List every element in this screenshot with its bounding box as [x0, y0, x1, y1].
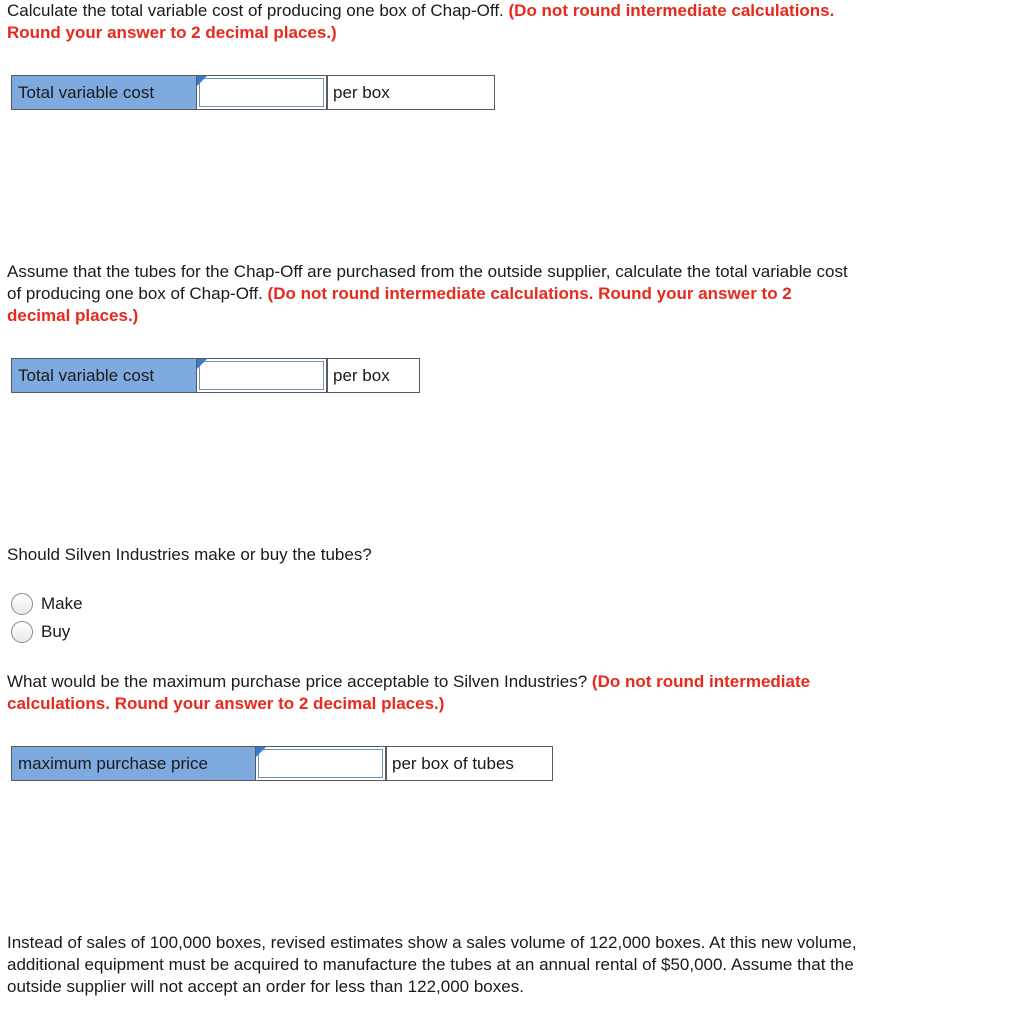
question-5-prompt: Instead of sales of 100,000 boxes, revised estimates show a sales volume of 122,000 boxes. At this new volume, additional equipment must be acquired to manufacture the tubes at an annual rental of $50,000. Assume that the outside supplier will not accept an order for less than 122,000 boxes. [7, 933, 857, 996]
question-1-text [7, 0, 847, 44]
answer-input-wrapper [256, 746, 386, 781]
question-4-answer-row [11, 746, 553, 781]
question-2-instruction: (Do not round intermediate calculations. Round your answer to 2 decimal places.) [7, 284, 792, 325]
answer-input-wrapper [197, 75, 327, 110]
unit-label: per box [327, 358, 420, 393]
make-option-label: Make [41, 594, 83, 613]
question-3-prompt: Should Silven Industries make or buy the tubes? [7, 545, 372, 564]
question-1-instruction: (Do not round intermediate calculations. Round your answer to 2 decimal places.) [7, 1, 835, 42]
answer-label: Total variable cost [11, 75, 197, 110]
total-variable-cost-input-1[interactable] [199, 78, 324, 107]
input-corner-marker-icon [197, 76, 207, 86]
question-2-text [7, 261, 857, 327]
total-variable-cost-input-2[interactable] [199, 361, 324, 390]
input-corner-marker-icon [256, 747, 266, 757]
input-corner-marker-icon [197, 359, 207, 369]
make-radio-button[interactable] [11, 593, 33, 615]
question-1-prompt: Calculate the total variable cost of producing one box of Chap-Off. [7, 1, 504, 20]
answer-label: maximum purchase price [11, 746, 256, 781]
question-2-answer-row [11, 358, 420, 393]
question-1-answer-row [11, 75, 495, 110]
answer-input-wrapper [197, 358, 327, 393]
question-4-text [7, 671, 817, 715]
buy-option-label: Buy [41, 622, 71, 641]
unit-label: per box [327, 75, 495, 110]
radio-option-make[interactable] [11, 592, 83, 616]
unit-label: per box of tubes [386, 746, 553, 781]
buy-radio-button[interactable] [11, 621, 33, 643]
question-4-instruction: (Do not round intermediate calculations. Round your answer to 2 decimal places.) [7, 672, 811, 713]
answer-label: Total variable cost [11, 358, 197, 393]
radio-option-buy[interactable] [11, 620, 70, 644]
question-2-prompt: Assume that the tubes for the Chap-Off are purchased from the outside supplier, calculate the total variable cost of producing one box of Chap-Off. [7, 262, 848, 303]
question-5-text [7, 932, 867, 998]
question-3-text [7, 544, 887, 566]
maximum-purchase-price-input[interactable] [258, 749, 383, 778]
question-4-prompt: What would be the maximum purchase price acceptable to Silven Industries? [7, 672, 588, 691]
